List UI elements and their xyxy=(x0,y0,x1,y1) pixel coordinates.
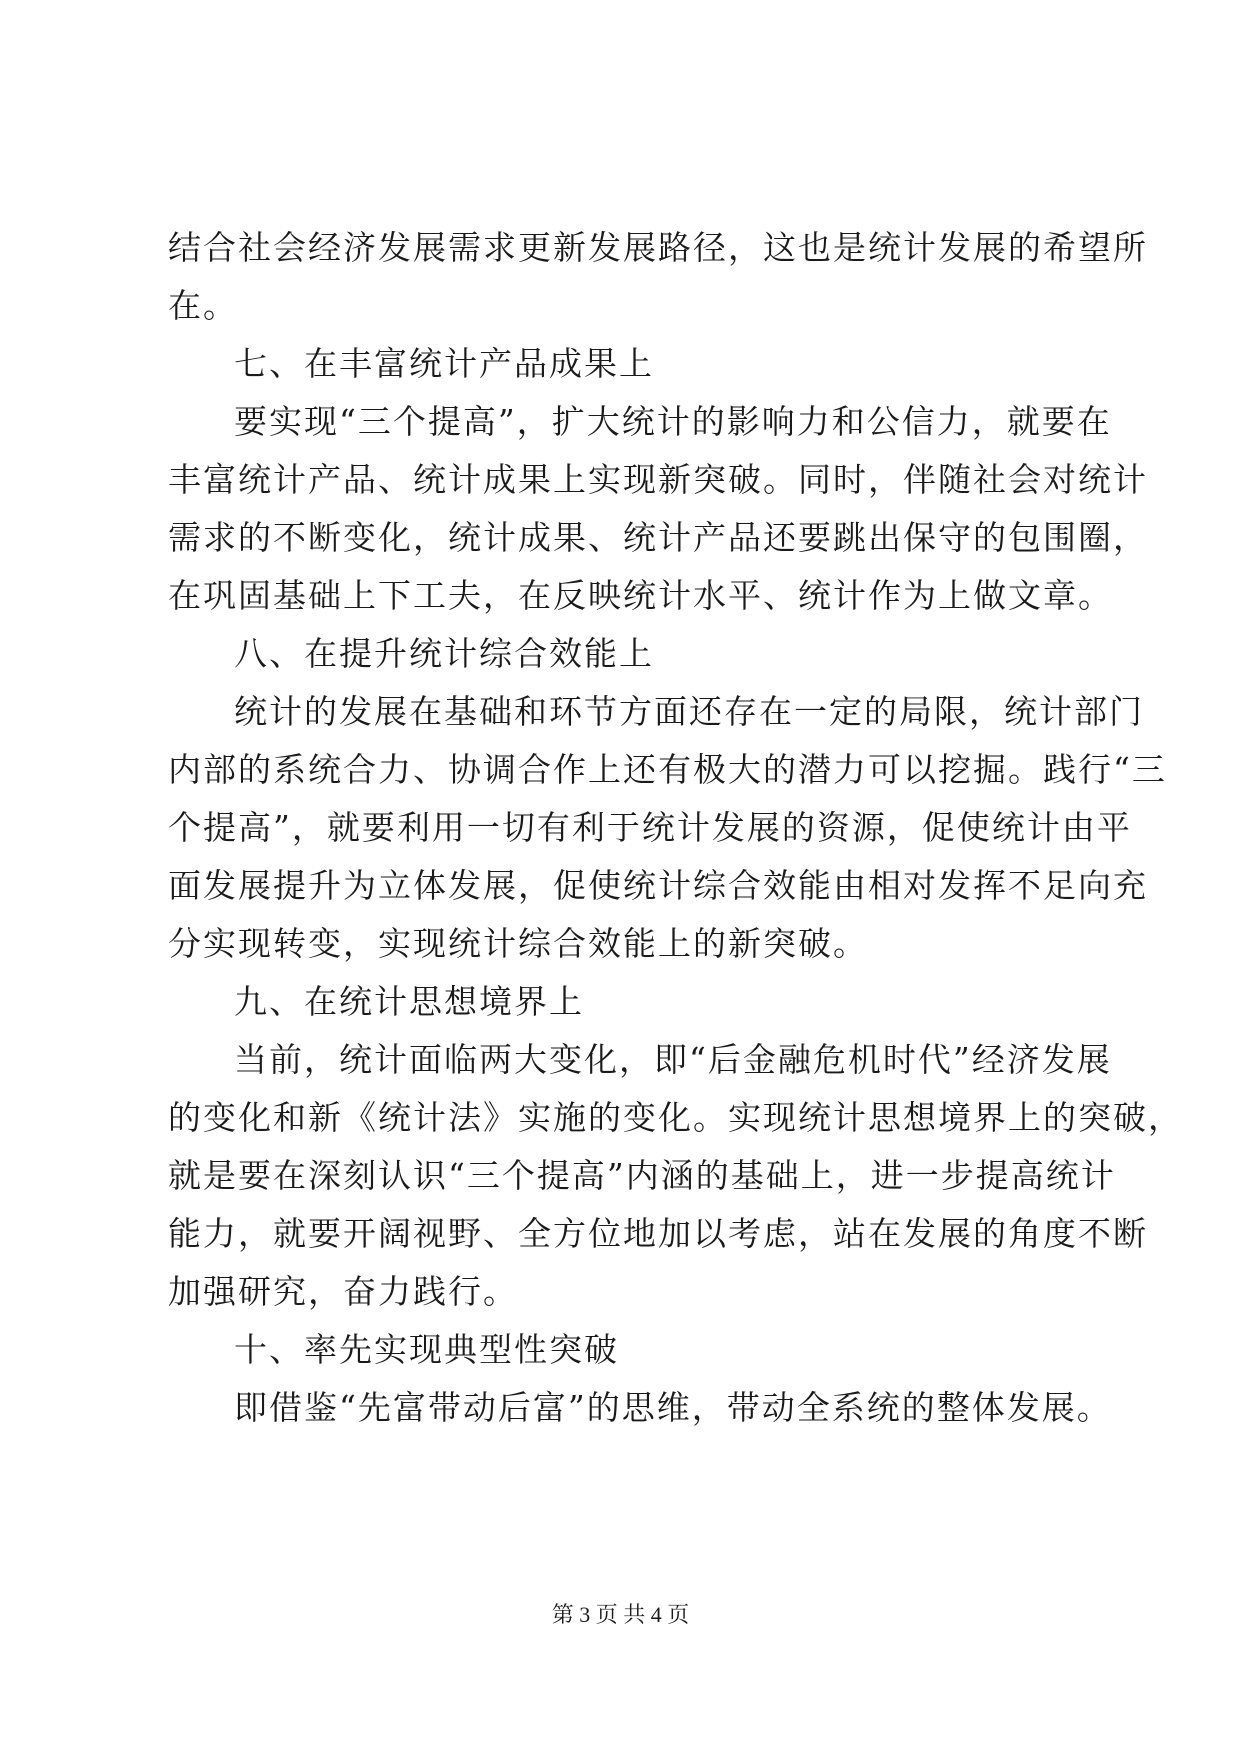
text-line: 分实现转变，实现统计综合效能上的新突破。 xyxy=(168,924,868,963)
text-line: 需求的不断变化，统计成果、统计产品还要跳出保守的包围圈， xyxy=(168,518,1148,557)
section-heading-10: 十、率先实现典型性突破 xyxy=(234,1330,619,1369)
text-line: 加强研究，奋力践行。 xyxy=(168,1272,518,1311)
section-heading-7: 七、在丰富统计产品成果上 xyxy=(234,344,654,383)
text-line: 内部的系统合力、协调合作上还有极大的潜力可以挖掘。践行“三 xyxy=(168,750,1167,789)
section-heading-8: 八、在提升统计综合效能上 xyxy=(234,634,654,673)
text-line: 丰富统计产品、统计成果上实现新突破。同时，伴随社会对统计 xyxy=(168,460,1148,499)
page-number-footer: 第 3 页 共 4 页 xyxy=(551,1602,690,1627)
text-line: 即借鉴“先富带动后富”的思维，带动全系统的整体发展。 xyxy=(234,1388,1112,1427)
text-line: 能力，就要开阔视野、全方位地加以考虑，站在发展的角度不断 xyxy=(168,1214,1148,1253)
text-line: 统计的发展在基础和环节方面还存在一定的局限，统计部门 xyxy=(234,692,1144,731)
text-line: 就是要在深刻认识“三个提高”内涵的基础上，进一步提高统计 xyxy=(168,1156,1116,1195)
text-line: 面发展提升为立体发展，促使统计综合效能由相对发挥不足向充 xyxy=(168,866,1148,905)
text-line: 当前，统计面临两大变化，即“后金融危机时代”经济发展 xyxy=(234,1040,1112,1079)
text-line: 在巩固基础上下工夫，在反映统计水平、统计作为上做文章。 xyxy=(168,576,1113,615)
text-line: 要实现“三个提高”，扩大统计的影响力和公信力，就要在 xyxy=(234,402,1112,441)
text-line: 在。 xyxy=(168,286,238,325)
text-line: 的变化和新《统计法》实施的变化。实现统计思想境界上的突破， xyxy=(168,1098,1183,1137)
text-line: 结合社会经济发展需求更新发展路径，这也是统计发展的希望所 xyxy=(168,228,1148,267)
section-heading-9: 九、在统计思想境界上 xyxy=(234,982,584,1021)
text-line: 个提高”，就要利用一切有利于统计发展的资源，促使统计由平 xyxy=(168,808,1132,847)
